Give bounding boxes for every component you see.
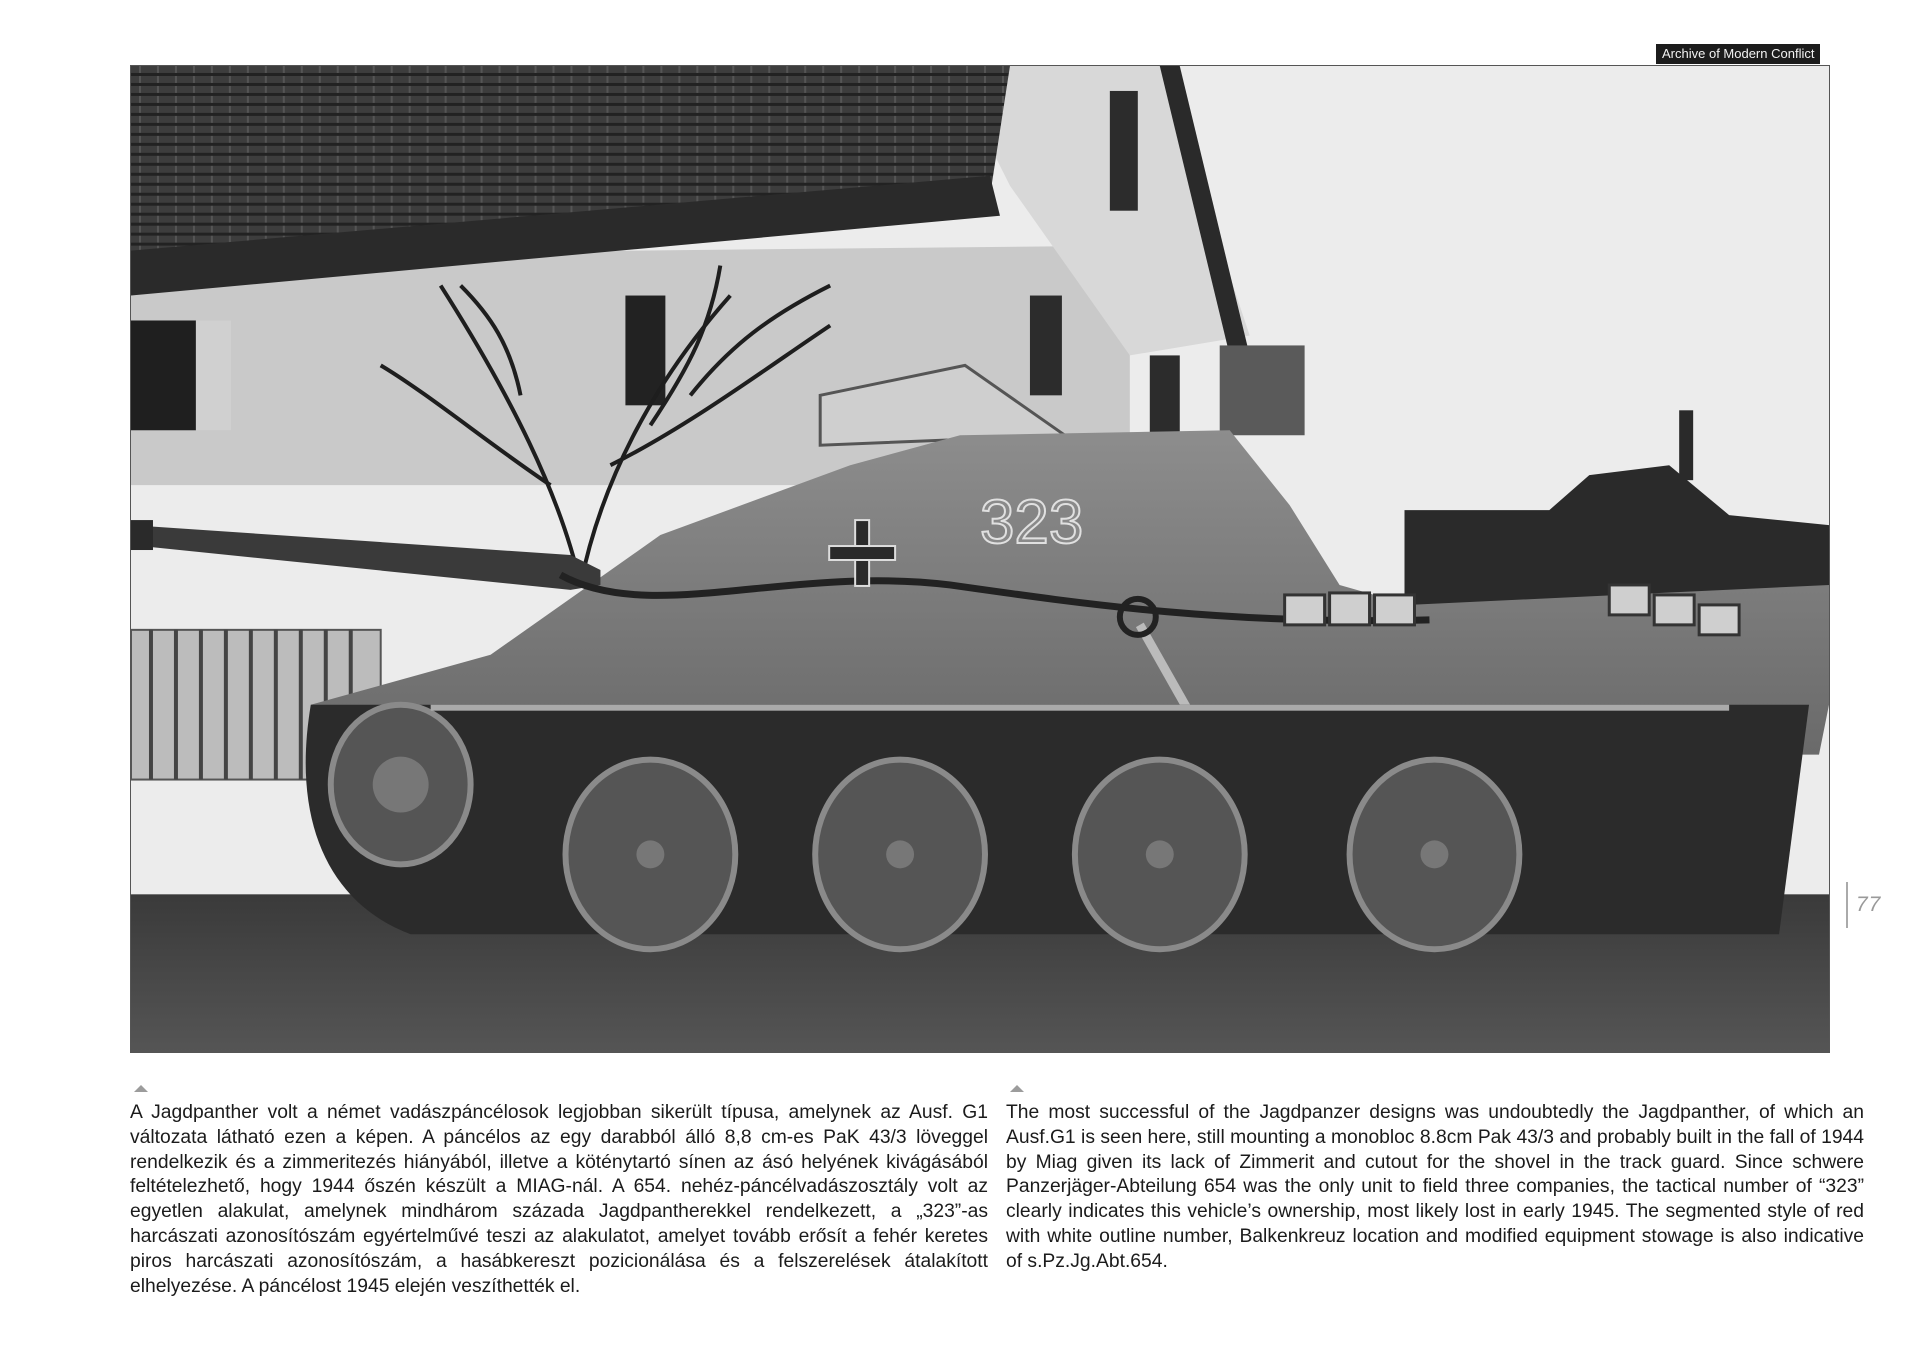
triangle-up-icon xyxy=(134,1085,148,1092)
photo-illustration xyxy=(131,66,1829,1052)
caption-hungarian xyxy=(130,1085,988,1299)
page-number: 77 xyxy=(1856,893,1882,916)
hull-number-marking: 323 xyxy=(980,488,1084,558)
caption-hungarian-text: A Jagdpanther volt a német vadászpáncélosok legjobban sikerült típusa, amelynek az Ausf. G1 változata látható ezen a képen. A páncélos az egy darabból álló 8,8 cm-es PaK 43/3 löveggel rendelkezik és a zimmeritezés hiányából, illetve a köténytartó sínen az ásó helyének kivágásából feltételezhető, hogy 1944 őszén készült a MIAG-nál. A 654. nehéz-páncélvadászosztály volt az egyetlen alakulat, amelynek mindhárom százada Jagdpantherekkel rendelkezett, a „323”-as harcászati azonosítószám egyértelművé teszi az alakulatot, amelyet tovább erősít a fehér keretes piros harcászati azonosítószám, a hasábkereszt pozicionálása és a felszerelések átalakított elhelyezése. A páncélost 1945 elején veszíthették el. xyxy=(130,1102,988,1297)
folio-rule xyxy=(1846,882,1848,928)
tank-photograph xyxy=(130,65,1830,1053)
photo-credit: Archive of Modern Conflict xyxy=(1656,44,1820,64)
caption-english-text: The most successful of the Jagdpanzer designs was undoubtedly the Jagdpanther, of which an Ausf.G1 is seen here, still mounting a monobloc 8.8cm Pak 43/3 and probably built in the fall of 1944 by Miag given its lack of Zimmerit and cutout for the shovel in the track guard. Since schwere Panzerjäger-Abteilung 654 was the only unit to field three companies, the tactical number of “323” clearly indicates this vehicle’s ownership, most likely lost in early 1945. The segmented style of red with white outline number, Balkenkreuz location and modified equipment stowage is also indicative of s.Pz.Jg.Abt.654. xyxy=(1006,1102,1864,1272)
caption-english xyxy=(1006,1085,1864,1275)
triangle-up-icon xyxy=(1010,1085,1024,1092)
